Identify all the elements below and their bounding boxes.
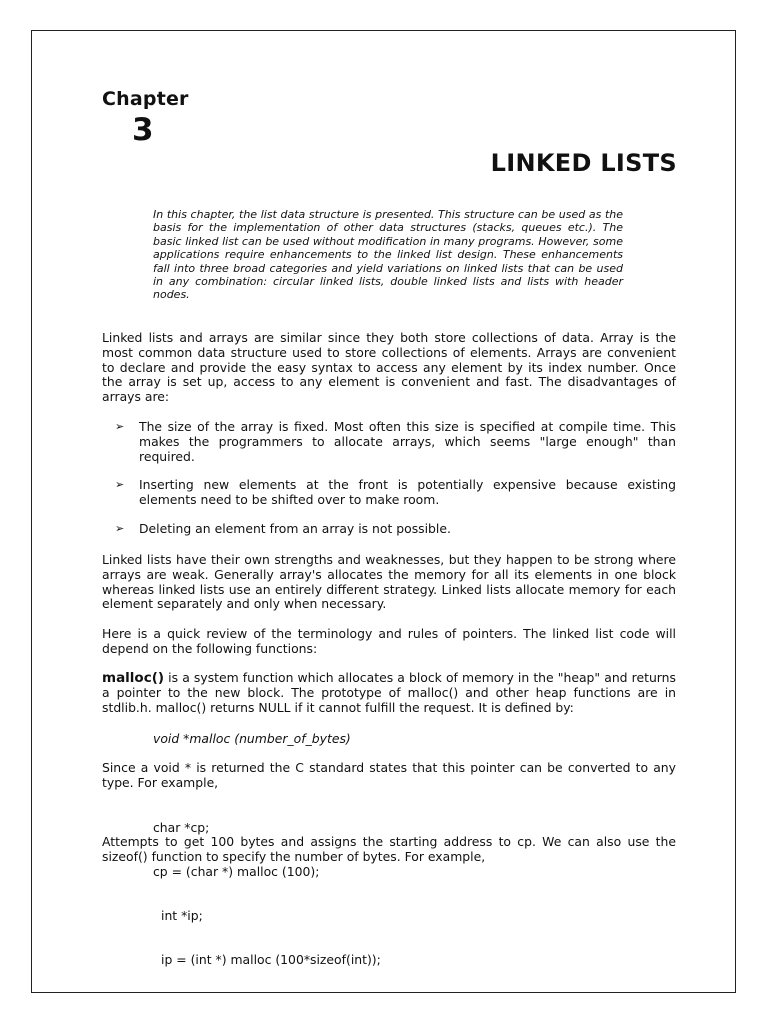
list-item-text: Deleting an element from an array is not possible. — [139, 520, 451, 536]
sizeof-paragraph: Attempts to get 100 bytes and assigns the starting address to cp. We can also use the sizeof() function to specify the number of bytes. For example, — [102, 834, 676, 864]
intro-paragraph: Linked lists and arrays are similar since they both store collections of data. Array is the most common data structure used to store collections of elements. Arrays are convenient to declare and provide the easy syntax to access any element by its index number. Once the array is set up, access to any element is convenient and fast. The disadvantages of arrays are: — [102, 330, 676, 405]
chapter-title: LINKED LISTS — [490, 149, 677, 177]
arrow-bullet-icon: ➢ — [115, 521, 125, 535]
malloc-term: malloc() — [102, 670, 165, 686]
arrow-bullet-icon: ➢ — [115, 478, 125, 492]
chapter-label: Chapter — [102, 88, 189, 110]
list-item-text: Inserting new elements at the front is potentially expensive because existing elements need to be shifted over to make room. — [139, 477, 676, 508]
pointers-intro-paragraph: Here is a quick review of the terminology and rules of pointers. The linked list code will depend on the following functions: — [102, 626, 676, 656]
chapter-number: 3 — [132, 112, 154, 148]
arrow-bullet-icon: ➢ — [115, 420, 125, 433]
list-item — [115, 522, 676, 537]
list-item-text: The size of the array is fixed. Most often this size is specified at compile time. This makes the programmers to allocate arrays, which seems "large enough" than required. — [139, 419, 676, 464]
list-item — [115, 478, 676, 508]
chapter-abstract: In this chapter, the list data structure is presented. This structure can be used as the basis for the implementation of other data structures (stacks, queues etc.). The basic linked list can be used without modification in many programs. However, some applications require enhancements to the linked list design. These enhancements fall into three broad categories and yield variations on linked lists that can be used in any combination: circular linked lists, double linked lists and lists with header nodes. — [153, 208, 623, 302]
code-line: char *cp; — [153, 819, 210, 835]
malloc-prototype: void *malloc (number_of_bytes) — [153, 731, 351, 746]
void-pointer-paragraph: Since a void * is returned the C standard states that this pointer can be converted to any type. For example, — [102, 760, 676, 790]
list-item — [115, 420, 676, 464]
strengths-paragraph: Linked lists have their own strengths and weaknesses, but they happen to be strong where arrays are weak. Generally array's allocates the memory for all its elements in one block whereas linked lists use an entirely different strategy. Linked lists allocate memory for each element separately and only when necessary. — [102, 552, 676, 612]
code-line: cp = (char *) malloc (100); — [153, 863, 320, 879]
code-line: int *ip; — [161, 907, 203, 923]
malloc-description: is a system function which allocates a block of memory in the "heap" and returns a pointer to the new block. The prototype of malloc() and other heap functions are in stdlib.h. malloc() returns NULL if it cannot fulfill the request. It is defined by: — [102, 670, 676, 715]
code-example-int — [161, 879, 381, 983]
malloc-paragraph — [102, 671, 676, 715]
disadvantages-list — [115, 420, 676, 551]
code-line: ip = (int *) malloc (100*sizeof(int)); — [161, 951, 381, 967]
